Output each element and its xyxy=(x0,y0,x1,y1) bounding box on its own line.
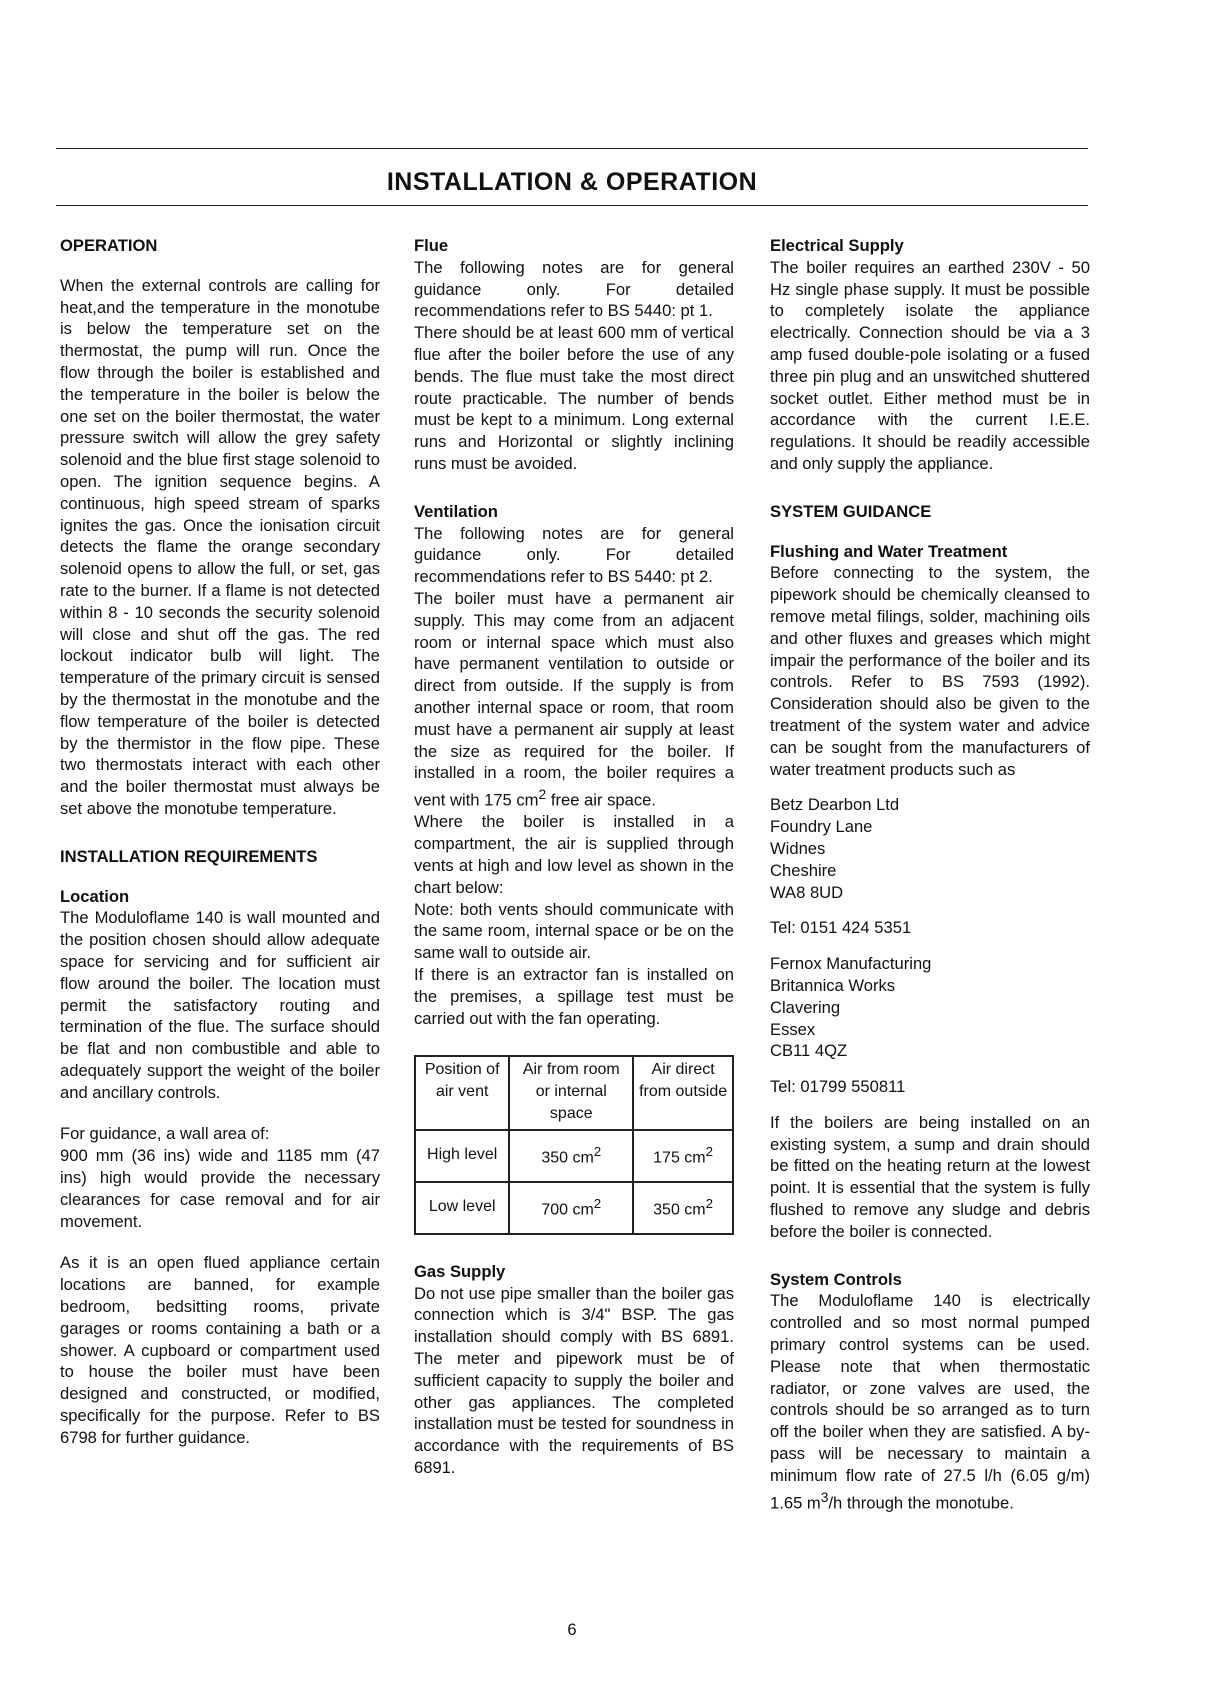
ventilation-paragraph-3: Where the boiler is installed in a compartment, the air is supplied through vents at high and low level as shown in the chart below: xyxy=(414,812,734,897)
address-line: Widnes xyxy=(770,838,826,858)
system-controls-text: The Moduloflame 140 is electrically controlled and so most normal pumped primary control systems can be used. Please note that when thermostatic radiator, or zone valves are used, the controls should be so arranged as to turn off the boiler when they are satisfied. A by-pass will be necessary to maintain a minimum flow rate of 27.5 l/h (6.05 g/m) 1.65 m xyxy=(770,1291,1090,1513)
cell-value: 350 cm xyxy=(541,1149,594,1167)
installation-requirements-heading: INSTALLATION REQUIREMENTS xyxy=(60,846,318,866)
table-cell-internal xyxy=(509,1182,633,1234)
cell-value: 700 cm xyxy=(541,1201,594,1219)
ventilation-p2-tail: free air space. xyxy=(546,790,656,810)
system-controls-tail: /h through the monotube. xyxy=(828,1493,1014,1513)
system-guidance-heading: SYSTEM GUIDANCE xyxy=(770,501,932,521)
cell-unit-superscript: 2 xyxy=(705,1143,714,1159)
flushing-heading: Flushing and Water Treatment xyxy=(770,541,1008,561)
column-middle xyxy=(414,235,734,1479)
page-title: INSTALLATION & OPERATION xyxy=(386,168,758,196)
address-line: Britannica Works xyxy=(770,975,896,995)
location-heading: Location xyxy=(60,886,130,906)
supplier-2-telephone: Tel: 01799 550811 xyxy=(770,1077,906,1097)
system-controls-superscript: 3 xyxy=(820,1488,829,1505)
cell-unit-superscript: 2 xyxy=(705,1195,714,1211)
cell-value: 350 cm xyxy=(653,1201,706,1219)
table-cell-position: Low level xyxy=(415,1182,509,1234)
electrical-supply-heading: Electrical Supply xyxy=(770,236,904,255)
cell-unit-superscript: 2 xyxy=(593,1195,602,1211)
system-controls-heading: System Controls xyxy=(770,1269,902,1289)
column-right xyxy=(770,235,1090,1514)
ventilation-paragraph-2 xyxy=(414,588,734,812)
flushing-body: Before connecting to the system, the pipework should be chemically cleansed to remove metal filings, solder, machining oils and other fluxes and greases which might impair the performance of the boiler and its controls. Refer to BS 7593 (1992). Consideration should also be given to the treatment of the system water and advice can be sought from the manufacturers of water treatment products such as xyxy=(770,563,1090,779)
table-header-cell: Air from room or internal space xyxy=(509,1056,633,1129)
title-underline-rule xyxy=(56,205,1088,206)
supplier-address-1 xyxy=(770,794,1090,939)
page-number: 6 xyxy=(567,1620,577,1639)
table-row xyxy=(415,1130,733,1182)
electrical-supply-body: The boiler requires an earthed 230V - 50 Hz single phase supply. It must be possible to completely isolate the appliance electrically. Connection should be via a 3 amp fused double-pole isolating or a fused three pin plug and an unswitched shuttered socket outlet. Either method must be in accordance with the current I.E.E. regulations. It should be readily accessible and only supply the appliance. xyxy=(770,257,1090,473)
address-line: WA8 8UD xyxy=(770,882,844,902)
location-body: The Moduloflame 140 is wall mounted and the position chosen should allow adequate space for servicing and for sufficient air flow around the boiler. The location must permit the satisfactory routing and termination of the flue. The surface should be flat and non combustible and able to adequately support the weight of the boiler and ancillary controls. xyxy=(60,908,380,1102)
table-cell-position: High level xyxy=(415,1130,509,1182)
table-cell-internal xyxy=(509,1130,633,1182)
top-rule xyxy=(56,148,1088,149)
operation-heading: OPERATION xyxy=(60,236,158,255)
address-line: Clavering xyxy=(770,997,841,1017)
supplier-address-2 xyxy=(770,953,1090,1098)
ventilation-p2-text: The boiler must have a permanent air supply. This may come from an adjacent room or internal space which must also have permanent ventilation to outside or direct from outside. If the supply is from another internal space or room, that room must have a permanent air supply at least the size as required for the boiler. If installed in a room, the boiler requires a vent with 175 cm xyxy=(414,588,734,810)
flue-paragraph-1: The following notes are for general guidance only. For detailed recommendations refer to BS 5440: pt 1. xyxy=(414,257,734,321)
gas-supply-body: Do not use pipe smaller than the boiler gas connection which is 3/4" BSP. The gas installation should comply with BS 6891. The meter and pipework must be of sufficient capacity to supply the boiler and other gas appliances. The completed installation must be tested for soundness in accordance with the requirements of BS 6891. xyxy=(414,1283,734,1477)
system-controls-body xyxy=(770,1290,1090,1514)
column-left xyxy=(60,235,380,1449)
table-cell-outside xyxy=(633,1182,733,1234)
flue-paragraph-2: There should be at least 600 mm of vertical flue after the boiler before the use of any bends. The flue must take the most direct route practicable. The number of bends must be kept to a minimum. Long external runs and Horizontal or slightly inclining runs must be avoided. xyxy=(414,323,734,473)
supplier-1-telephone: Tel: 0151 424 5351 xyxy=(770,918,912,938)
table-cell-outside xyxy=(633,1130,733,1182)
ventilation-paragraph-5: If there is an extractor fan is installed on the premises, a spillage test must be carried out with the fan operating. xyxy=(414,965,734,1028)
table-row xyxy=(415,1182,733,1234)
operation-body: When the external controls are calling for heat,and the temperature in the monotube is below the temperature set on the thermostat, the pump will run. Once the flow through the boiler is established and the temperature in the boiler is below the one set on the boiler thermostat, the water pressure switch will allow the grey safety solenoid and the blue first stage solenoid to open. The ignition sequence begins. A continuous, high speed stream of sparks ignites the gas. Once the ionisation circuit detects the flame the orange secondary solenoid opens to allow the full, or set, gas rate to the burner. If a flame is not detected within 8 - 10 seconds the security solenoid will close and shut off the gas. The red lockout indicator bulb will light. The temperature of the primary circuit is sensed by the thermostat in the monotube and the flow temperature of the boiler is detected by the thermistor in the flow pipe. These two thermostats interact with each other and the boiler thermostat must always be set above the monotube temperature. xyxy=(60,275,380,818)
table-header-row xyxy=(415,1056,733,1129)
address-line: CB11 4QZ xyxy=(770,1041,848,1061)
open-flued-paragraph: As it is an open flued appliance certain locations are banned, for example bedroom, bedsitting rooms, private garages or rooms containing a bath or a shower. A cupboard or compartment used to house the boiler must have been designed and constructed, or modified, specifically for the purpose. Refer to BS 6798 for further guidance. xyxy=(60,1253,380,1447)
flue-heading: Flue xyxy=(414,236,449,255)
cell-unit-superscript: 2 xyxy=(593,1143,602,1159)
ventilation-heading: Ventilation xyxy=(414,501,498,521)
ventilation-paragraph-1: The following notes are for general guidance only. For detailed recommendations refer to BS 5440: pt 2. xyxy=(414,523,734,587)
ventilation-p2-superscript: 2 xyxy=(538,786,547,803)
address-line: Essex xyxy=(770,1019,816,1039)
table-header-cell: Air direct from outside xyxy=(633,1056,733,1129)
address-line: Fernox Manufacturing xyxy=(770,954,932,974)
ventilation-table xyxy=(414,1055,734,1234)
guidance-intro: For guidance, a wall area of: xyxy=(60,1124,270,1144)
gas-supply-heading: Gas Supply xyxy=(414,1261,506,1281)
table-header-cell: Position of air vent xyxy=(415,1056,509,1129)
ventilation-note: Note: both vents should communicate with the same room, internal space or be on the same wall to outside air. xyxy=(414,899,734,963)
address-line: Betz Dearbon Ltd xyxy=(770,795,900,815)
existing-system-paragraph: If the boilers are being installed on an existing system, a sump and drain should be fitted on the heating return at the lowest point. It is essential that the system is fully flushed to remove any sludge and debris before the boiler is connected. xyxy=(770,1112,1090,1241)
cell-value: 175 cm xyxy=(653,1149,706,1167)
address-line: Cheshire xyxy=(770,860,837,880)
address-line: Foundry Lane xyxy=(770,817,873,837)
guidance-body: 900 mm (36 ins) wide and 1185 mm (47 ins) high would provide the necessary clearances for case removal and for air movement. xyxy=(60,1146,380,1231)
